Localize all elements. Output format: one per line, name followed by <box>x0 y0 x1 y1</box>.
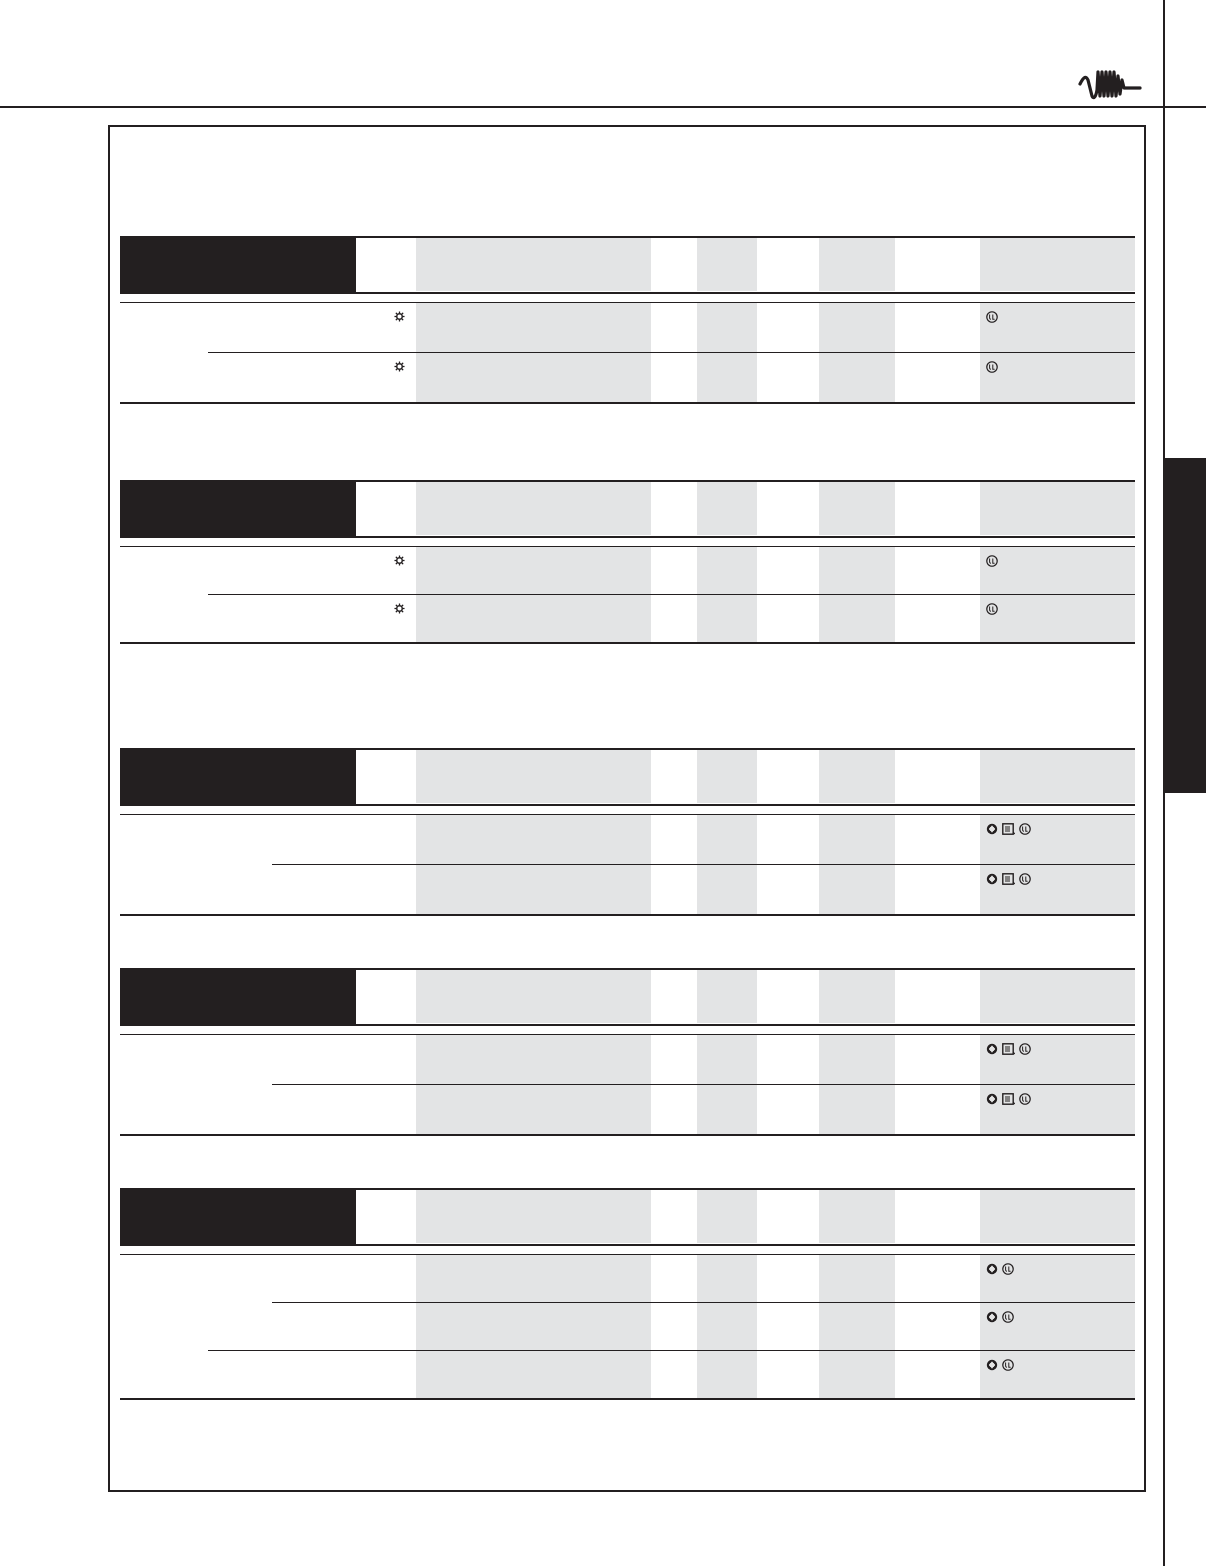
ul-recognized-icon <box>1002 1311 1014 1323</box>
approval-marks <box>986 1043 1031 1055</box>
shaded-column <box>980 970 1135 1023</box>
csa-icon <box>986 1359 998 1371</box>
body-top-rule <box>120 1034 1135 1035</box>
approval-marks <box>986 1359 1014 1371</box>
shaded-column <box>980 482 1135 535</box>
approval-marks <box>986 311 998 323</box>
approval-marks <box>986 823 1031 835</box>
shaded-column <box>980 1190 1135 1243</box>
table-bottom-rule <box>120 1134 1135 1136</box>
table-header-block <box>120 236 356 292</box>
table-header-block <box>120 1188 356 1244</box>
header-bottom-rule <box>120 536 1135 538</box>
header-bottom-rule <box>120 1024 1135 1026</box>
header-bottom-rule <box>120 804 1135 806</box>
section-tab <box>1165 458 1206 793</box>
table-bottom-rule <box>120 1398 1135 1400</box>
semko-icon <box>1002 1093 1015 1105</box>
row-divider <box>208 594 1135 595</box>
table-bottom-rule <box>120 642 1135 644</box>
shaded-column <box>697 1190 757 1243</box>
approval-marks <box>986 603 998 615</box>
shaded-column <box>697 970 757 1023</box>
approval-marks <box>986 361 998 373</box>
body-top-rule <box>120 302 1135 303</box>
approval-marks <box>986 555 998 567</box>
shaded-column <box>416 970 651 1023</box>
csa-icon <box>986 1263 998 1275</box>
shaded-column <box>819 1190 895 1243</box>
ul-recognized-icon <box>1002 1263 1014 1275</box>
row-divider <box>272 864 1135 865</box>
row-divider <box>208 1350 1135 1351</box>
ul-recognized-icon <box>1019 1093 1031 1105</box>
csa-icon <box>986 823 998 835</box>
shaded-column <box>697 482 757 535</box>
shaded-column <box>697 1255 757 1398</box>
approval-marks <box>986 1093 1031 1105</box>
ul-recognized-icon <box>1019 823 1031 835</box>
approval-marks <box>986 873 1031 885</box>
header-bottom-rule <box>120 1244 1135 1246</box>
csa-icon <box>986 1093 998 1105</box>
ul-recognized-icon <box>986 311 998 323</box>
table-header-block <box>120 968 356 1024</box>
semko-icon <box>1002 873 1015 885</box>
shaded-column <box>980 238 1135 291</box>
ul-recognized-icon <box>1019 1043 1031 1055</box>
shaded-column <box>416 1255 651 1398</box>
shaded-column <box>697 238 757 291</box>
ul-recognized-icon <box>1019 873 1031 885</box>
row-divider <box>208 352 1135 353</box>
shaded-column <box>819 482 895 535</box>
ul-recognized-icon <box>986 555 998 567</box>
row-divider <box>272 1302 1135 1303</box>
table-bottom-rule <box>120 914 1135 916</box>
shaded-column <box>416 1190 651 1243</box>
shaded-column <box>980 1255 1135 1398</box>
ul-recognized-icon <box>1002 1359 1014 1371</box>
shaded-column <box>819 750 895 803</box>
csa-icon <box>986 873 998 885</box>
header-rule <box>0 106 1206 108</box>
ul-recognized-icon <box>986 603 998 615</box>
approval-marks <box>986 1263 1014 1275</box>
csa-icon <box>986 1043 998 1055</box>
semko-icon <box>1002 1043 1015 1055</box>
star-icon <box>394 361 405 372</box>
body-top-rule <box>120 1254 1135 1255</box>
ul-recognized-icon <box>986 361 998 373</box>
shaded-column <box>819 1255 895 1398</box>
shaded-column <box>416 482 651 535</box>
body-top-rule <box>120 546 1135 547</box>
shaded-column <box>819 238 895 291</box>
wave-coil-logo-icon <box>1078 66 1142 102</box>
shaded-column <box>819 970 895 1023</box>
star-icon <box>394 555 405 566</box>
body-top-rule <box>120 814 1135 815</box>
table-header-block <box>120 748 356 804</box>
shaded-column <box>416 750 651 803</box>
row-divider <box>272 1084 1135 1085</box>
shaded-column <box>416 238 651 291</box>
shaded-column <box>980 750 1135 803</box>
approval-marks <box>986 1311 1014 1323</box>
star-icon <box>394 603 405 614</box>
table-header-block <box>120 480 356 536</box>
table-bottom-rule <box>120 402 1135 404</box>
shaded-column <box>697 750 757 803</box>
csa-icon <box>986 1311 998 1323</box>
semko-icon <box>1002 823 1015 835</box>
header-bottom-rule <box>120 292 1135 294</box>
star-icon <box>394 311 405 322</box>
